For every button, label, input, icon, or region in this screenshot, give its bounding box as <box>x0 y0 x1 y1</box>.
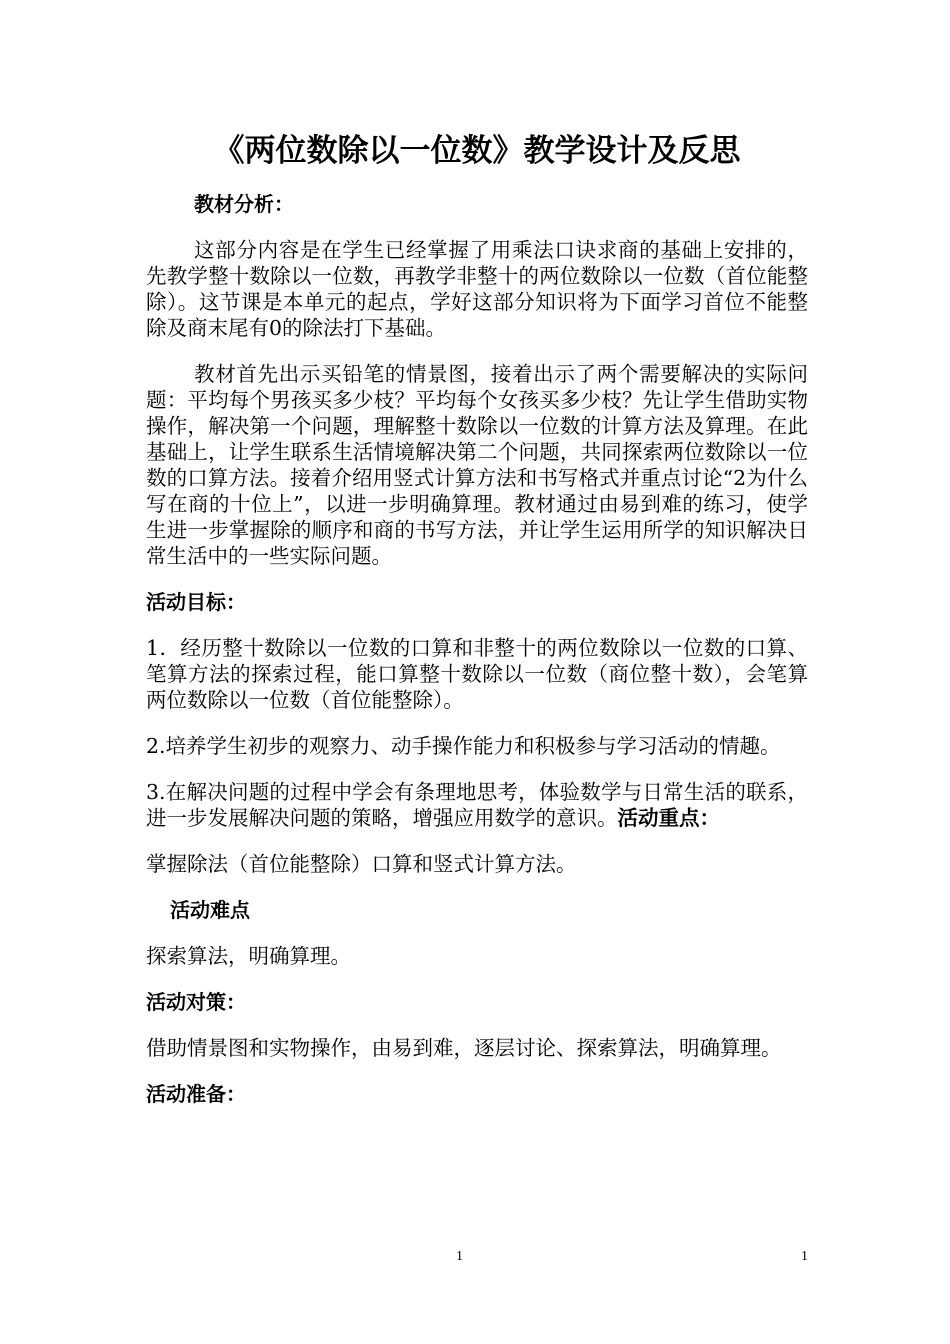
page-number-right: 1 <box>801 1249 808 1264</box>
activity-goals-heading: 活动目标： <box>146 590 246 614</box>
material-paragraph-1: 这部分内容是在学生已经掌握了用乘法口诀求商的基础上安排的，先教学整十数除以一位数，再教学非整十的两位数除以一位数（首位能整除）。这节课是本单元的起点，学好这部分知识将为下面学习首位不能整除及商末尾有0的除法打下基础。 <box>146 238 808 340</box>
document-body <box>146 125 808 1107</box>
activity-strategy-text: 借助情景图和实物操作，由易到难，逐层讨论、探索算法，明确算理。 <box>146 1036 782 1060</box>
activity-preparation-heading: 活动准备： <box>146 1082 246 1106</box>
goal-item-1: 1．经历整十数除以一位数的口算和非整十的两位数除以一位数的口算、笔算方法的探索过程，能口算整十数除以一位数（商位整十数），会笔算两位数除以一位数（首位能整除）。 <box>146 636 808 712</box>
material-analysis-heading: 教材分析： <box>194 192 294 216</box>
goal-item-2: 2.培养学生初步的观察力、动手操作能力和积极参与学习活动的情趣。 <box>146 734 781 758</box>
activity-key-text: 掌握除法（首位能整除）口算和竖式计算方法。 <box>146 852 577 876</box>
goal-item-3 <box>146 779 808 831</box>
activity-difficulty-heading: 活动难点 <box>170 898 250 922</box>
activity-strategy-heading: 活动对策： <box>146 990 246 1014</box>
page-number-center: 1 <box>456 1249 463 1264</box>
document-title: 《两位数除以一位数》教学设计及反思 <box>213 133 741 169</box>
activity-key-heading: 活动重点： <box>617 806 720 830</box>
material-paragraph-2: 教材首先出示买铅笔的情景图，接着出示了两个需要解决的实际问题：平均每个男孩买多少枝？平均每个女孩买多少枝？先让学生借助实物操作，解决第一个问题，理解整十数除以一位数的计算方法及算理。在此基础上，让学生联系生活情境解决第二个问题，共同探索两位数除以一位数的口算方法。接着介绍用竖式计算方法和书写格式并重点讨论“2为什么写在商的十位上”，以进一步明确算理。教材通过由易到难的练习，使学生进一步掌握除的顺序和商的书写方法，并让学生运用所学的知识解决日常生活中的一些实际问题。 <box>146 362 808 568</box>
goal-item-3-text: 3.在解决问题的过程中学会有条理地思考，体验数学与日常生活的联系，进一步发展解决问题的策略，增强应用数学的意识。 <box>146 780 808 830</box>
activity-difficulty-text: 探索算法，明确算理。 <box>146 944 351 968</box>
